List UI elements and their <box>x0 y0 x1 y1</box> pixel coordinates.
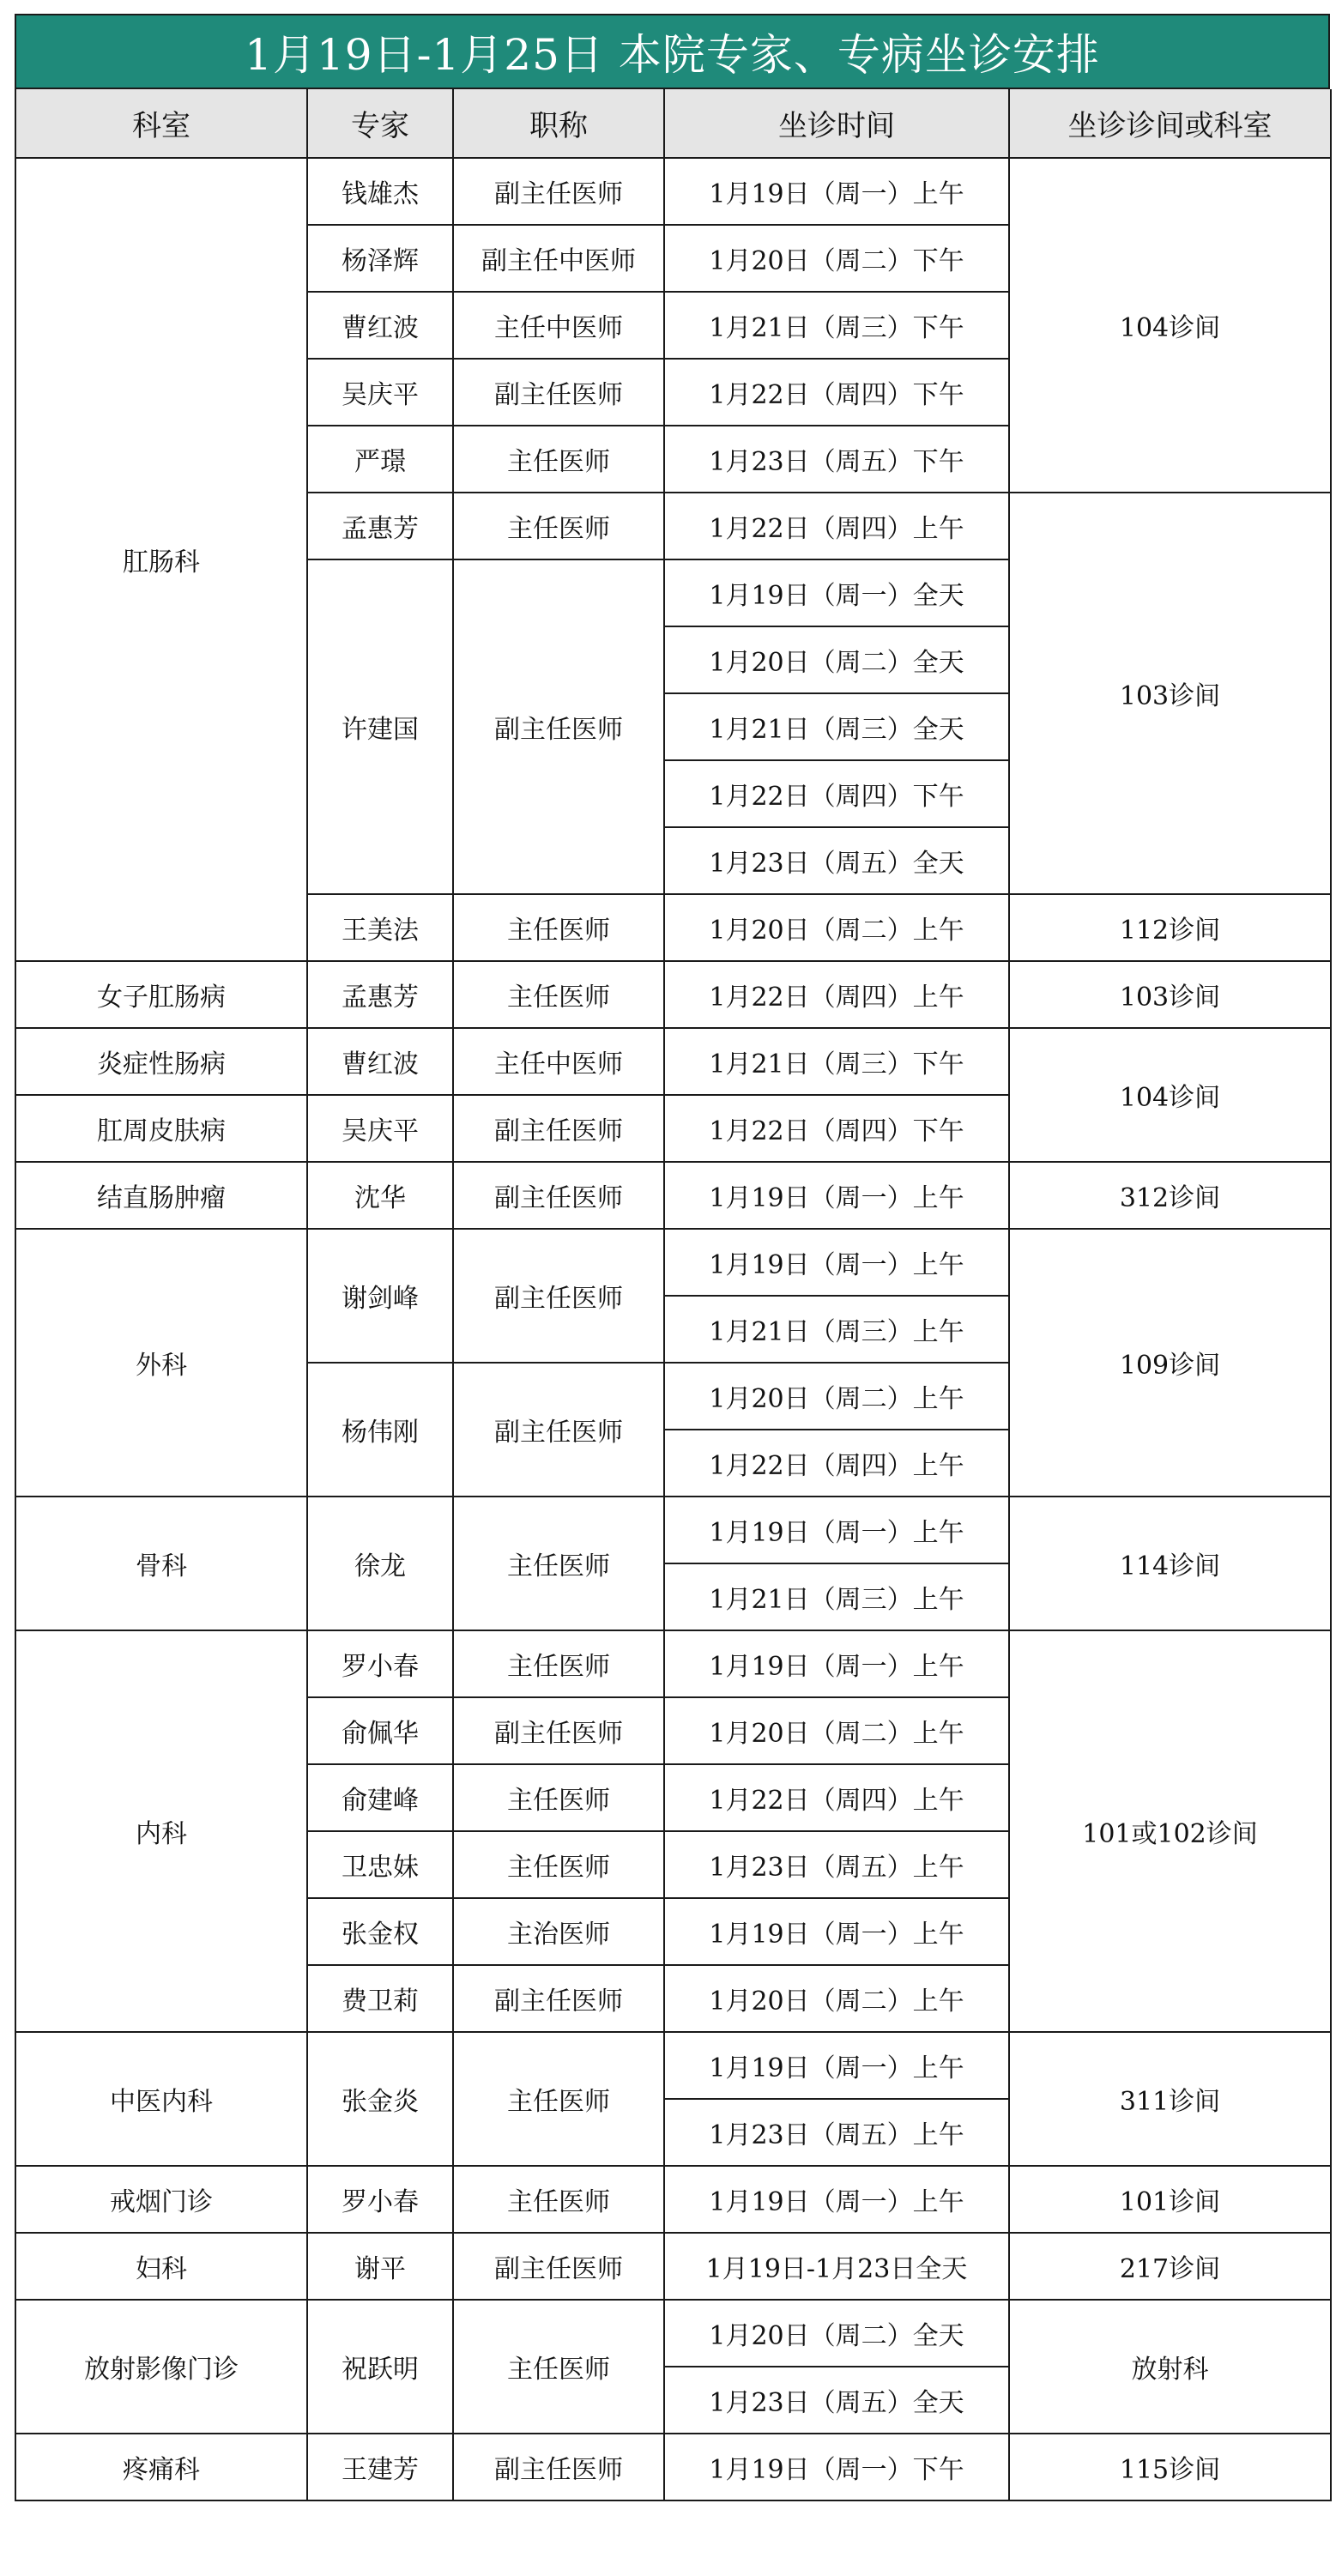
doctor-name-cell: 祝跃明 <box>307 2300 453 2434</box>
time-cell: 1月21日（周三）下午 <box>664 292 1009 359</box>
dept-cell: 肛肠科 <box>15 158 307 961</box>
table-row <box>15 2300 1331 2367</box>
room-cell: 112诊间 <box>1009 894 1331 961</box>
doctor-name-cell: 王建芳 <box>307 2434 453 2500</box>
doctor-title-cell: 副主任医师 <box>453 1229 664 1363</box>
doctor-name-cell: 沈华 <box>307 1162 453 1229</box>
table-row <box>15 158 1331 225</box>
doctor-name-cell: 张金权 <box>307 1898 453 1965</box>
doctor-title-cell: 主任医师 <box>453 1831 664 1898</box>
doctor-name-cell: 徐龙 <box>307 1497 453 1630</box>
time-cell: 1月22日（周四）下午 <box>664 760 1009 827</box>
doctor-name-cell: 罗小春 <box>307 1630 453 1697</box>
doctor-title-cell: 主任医师 <box>453 2300 664 2434</box>
table-row <box>15 1497 1331 1563</box>
header-time: 坐诊时间 <box>664 89 1009 158</box>
time-cell: 1月20日（周二）上午 <box>664 1697 1009 1764</box>
doctor-title-cell: 副主任医师 <box>453 1697 664 1764</box>
doctor-name-cell: 张金炎 <box>307 2032 453 2166</box>
doctor-title-cell: 副主任医师 <box>453 359 664 426</box>
time-cell: 1月22日（周四）上午 <box>664 493 1009 559</box>
doctor-title-cell: 主任医师 <box>453 894 664 961</box>
table-row <box>15 2434 1331 2500</box>
time-cell: 1月19日（周一）上午 <box>664 158 1009 225</box>
table-row <box>15 1630 1331 1697</box>
doctor-title-cell: 主任医师 <box>453 1764 664 1831</box>
doctor-name-cell: 曹红波 <box>307 292 453 359</box>
doctor-name-cell: 俞佩华 <box>307 1697 453 1764</box>
schedule-table <box>15 89 1332 2501</box>
room-cell: 104诊间 <box>1009 158 1331 493</box>
doctor-title-cell: 主任医师 <box>453 2032 664 2166</box>
dept-cell: 肛周皮肤病 <box>15 1095 307 1162</box>
doctor-title-cell: 副主任医师 <box>453 1965 664 2032</box>
doctor-name-cell: 王美法 <box>307 894 453 961</box>
time-cell: 1月22日（周四）上午 <box>664 1430 1009 1497</box>
time-cell: 1月22日（周四）下午 <box>664 359 1009 426</box>
room-cell: 103诊间 <box>1009 961 1331 1028</box>
doctor-title-cell: 主任医师 <box>453 493 664 559</box>
doctor-title-cell: 副主任医师 <box>453 2233 664 2300</box>
table-row <box>15 2233 1331 2300</box>
doctor-title-cell: 主任中医师 <box>453 292 664 359</box>
doctor-name-cell: 谢平 <box>307 2233 453 2300</box>
doctor-title-cell: 主任医师 <box>453 1630 664 1697</box>
doctor-name-cell: 卫忠妹 <box>307 1831 453 1898</box>
table-row <box>15 2032 1331 2099</box>
time-cell: 1月23日（周五）上午 <box>664 2099 1009 2166</box>
room-cell: 109诊间 <box>1009 1229 1331 1497</box>
header-room: 坐诊诊间或科室 <box>1009 89 1331 158</box>
doctor-name-cell: 许建国 <box>307 559 453 894</box>
time-cell: 1月21日（周三）上午 <box>664 1563 1009 1630</box>
time-cell: 1月20日（周二）下午 <box>664 225 1009 292</box>
header-doctor: 专家 <box>307 89 453 158</box>
doctor-name-cell: 孟惠芳 <box>307 961 453 1028</box>
time-cell: 1月19日（周一）上午 <box>664 2166 1009 2233</box>
table-row <box>15 2166 1331 2233</box>
doctor-name-cell: 吴庆平 <box>307 1095 453 1162</box>
dept-cell: 外科 <box>15 1229 307 1497</box>
doctor-name-cell: 俞建峰 <box>307 1764 453 1831</box>
room-cell: 115诊间 <box>1009 2434 1331 2500</box>
time-cell: 1月22日（周四）上午 <box>664 1764 1009 1831</box>
doctor-title-cell: 主任医师 <box>453 1497 664 1630</box>
dept-cell: 妇科 <box>15 2233 307 2300</box>
time-cell: 1月23日（周五）全天 <box>664 827 1009 894</box>
dept-cell: 放射影像门诊 <box>15 2300 307 2434</box>
table-row <box>15 1028 1331 1095</box>
doctor-title-cell: 副主任医师 <box>453 1363 664 1497</box>
dept-cell: 结直肠肿瘤 <box>15 1162 307 1229</box>
table-row <box>15 961 1331 1028</box>
dept-cell: 炎症性肠病 <box>15 1028 307 1095</box>
doctor-name-cell: 曹红波 <box>307 1028 453 1095</box>
dept-cell: 戒烟门诊 <box>15 2166 307 2233</box>
table-row <box>15 1162 1331 1229</box>
time-cell: 1月20日（周二）全天 <box>664 626 1009 693</box>
room-cell: 114诊间 <box>1009 1497 1331 1630</box>
dept-cell: 女子肛肠病 <box>15 961 307 1028</box>
dept-cell: 内科 <box>15 1630 307 2032</box>
doctor-title-cell: 主任医师 <box>453 961 664 1028</box>
time-cell: 1月22日（周四）下午 <box>664 1095 1009 1162</box>
doctor-title-cell: 主任医师 <box>453 2166 664 2233</box>
time-cell: 1月19日（周一）上午 <box>664 1162 1009 1229</box>
doctor-name-cell: 吴庆平 <box>307 359 453 426</box>
time-cell: 1月21日（周三）全天 <box>664 693 1009 760</box>
time-cell: 1月20日（周二）上午 <box>664 894 1009 961</box>
dept-cell: 中医内科 <box>15 2032 307 2166</box>
time-cell: 1月19日（周一）上午 <box>664 1898 1009 1965</box>
time-cell: 1月19日（周一）全天 <box>664 559 1009 626</box>
time-cell: 1月22日（周四）上午 <box>664 961 1009 1028</box>
doctor-title-cell: 副主任医师 <box>453 1162 664 1229</box>
schedule-sheet <box>15 14 1330 2501</box>
time-cell: 1月20日（周二）上午 <box>664 1363 1009 1430</box>
time-cell: 1月23日（周五）下午 <box>664 426 1009 493</box>
time-cell: 1月19日（周一）上午 <box>664 1229 1009 1296</box>
room-cell: 101或102诊间 <box>1009 1630 1331 2032</box>
room-cell: 放射科 <box>1009 2300 1331 2434</box>
doctor-title-cell: 副主任中医师 <box>453 225 664 292</box>
time-cell: 1月19日-1月23日全天 <box>664 2233 1009 2300</box>
doctor-title-cell: 主任中医师 <box>453 1028 664 1095</box>
doctor-title-cell: 主任医师 <box>453 426 664 493</box>
time-cell: 1月20日（周二）全天 <box>664 2300 1009 2367</box>
room-cell: 311诊间 <box>1009 2032 1331 2166</box>
room-cell: 312诊间 <box>1009 1162 1331 1229</box>
schedule-title: 1月19日-1月25日 本院专家、专病坐诊安排 <box>15 14 1330 89</box>
room-cell: 101诊间 <box>1009 2166 1331 2233</box>
doctor-name-cell: 罗小春 <box>307 2166 453 2233</box>
room-cell: 104诊间 <box>1009 1028 1331 1162</box>
doctor-name-cell: 钱雄杰 <box>307 158 453 225</box>
time-cell: 1月20日（周二）上午 <box>664 1965 1009 2032</box>
time-cell: 1月21日（周三）下午 <box>664 1028 1009 1095</box>
room-cell: 217诊间 <box>1009 2233 1331 2300</box>
doctor-title-cell: 副主任医师 <box>453 559 664 894</box>
time-cell: 1月21日（周三）上午 <box>664 1296 1009 1363</box>
doctor-title-cell: 主治医师 <box>453 1898 664 1965</box>
time-cell: 1月19日（周一）上午 <box>664 2032 1009 2099</box>
doctor-name-cell: 杨伟刚 <box>307 1363 453 1497</box>
doctor-name-cell: 严璟 <box>307 426 453 493</box>
time-cell: 1月23日（周五）上午 <box>664 1831 1009 1898</box>
time-cell: 1月19日（周一）上午 <box>664 1497 1009 1563</box>
doctor-name-cell: 谢剑峰 <box>307 1229 453 1363</box>
doctor-title-cell: 副主任医师 <box>453 2434 664 2500</box>
header-row <box>15 89 1331 158</box>
room-cell: 103诊间 <box>1009 493 1331 894</box>
doctor-title-cell: 副主任医师 <box>453 1095 664 1162</box>
header-title: 职称 <box>453 89 664 158</box>
doctor-name-cell: 杨泽辉 <box>307 225 453 292</box>
dept-cell: 疼痛科 <box>15 2434 307 2500</box>
schedule-body <box>15 158 1331 2500</box>
doctor-name-cell: 费卫莉 <box>307 1965 453 2032</box>
time-cell: 1月19日（周一）上午 <box>664 1630 1009 1697</box>
doctor-title-cell: 副主任医师 <box>453 158 664 225</box>
dept-cell: 骨科 <box>15 1497 307 1630</box>
time-cell: 1月19日（周一）下午 <box>664 2434 1009 2500</box>
table-row <box>15 1229 1331 1296</box>
time-cell: 1月23日（周五）全天 <box>664 2367 1009 2434</box>
header-dept: 科室 <box>15 89 307 158</box>
doctor-name-cell: 孟惠芳 <box>307 493 453 559</box>
